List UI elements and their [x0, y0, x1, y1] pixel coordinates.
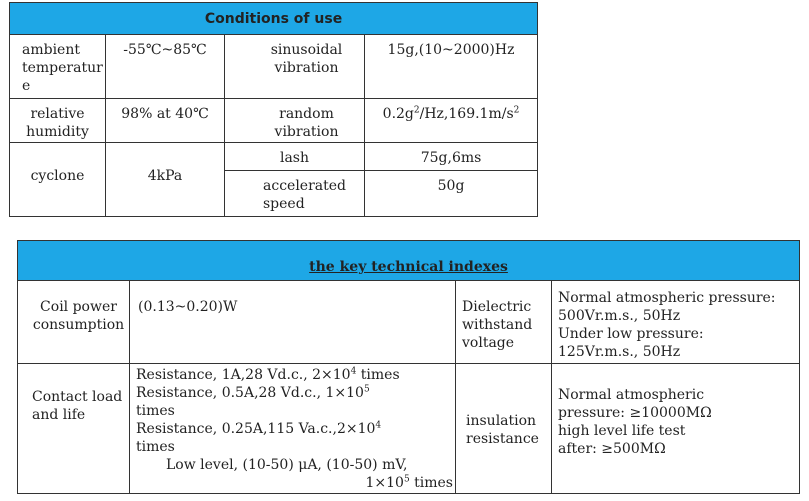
- random-label: random vibration: [225, 99, 365, 143]
- lash-label: lash: [225, 143, 365, 171]
- dielectric-line4: 125Vr.m.s., 50Hz: [558, 344, 681, 360]
- ambient-value: -55℃~85℃: [106, 35, 225, 99]
- accel-label: accelerated speed: [225, 171, 365, 217]
- lash-value: 75g,6ms: [365, 143, 538, 171]
- insulation-label: insulation resistance: [456, 364, 552, 494]
- humidity-value: 98% at 40℃: [106, 99, 225, 143]
- insulation-line4: after: ≥500MΩ: [558, 441, 666, 457]
- humidity-label: relative humidity: [10, 99, 106, 143]
- coil-value: (0.13~0.20)W: [130, 281, 456, 364]
- contact-label: Contact load and life: [18, 364, 130, 494]
- contact-line2b: times: [136, 403, 175, 419]
- insulation-value: [552, 364, 800, 494]
- dielectric-line2: 500Vr.m.s., 50Hz: [558, 308, 681, 324]
- sinusoidal-value: 15g,(10~2000)Hz: [365, 35, 538, 99]
- dielectric-value: [552, 281, 800, 364]
- dielectric-line3: Under low pressure:: [558, 326, 704, 342]
- insulation-line2: pressure: ≥10000MΩ: [558, 405, 712, 421]
- conditions-table: [9, 2, 538, 217]
- coil-label: Coil power consumption: [18, 281, 130, 364]
- dielectric-label: Dielectric withstand voltage: [456, 281, 552, 364]
- accel-value: 50g: [365, 171, 538, 217]
- contact-value: [130, 364, 456, 494]
- ambient-label: ambient temperatur e: [10, 35, 106, 99]
- insulation-line3: high level life test: [558, 423, 686, 439]
- cyclone-label: cyclone: [10, 143, 106, 217]
- contact-line2: Resistance, 0.5A,28 Vd.c., $1\times 10^5$: [136, 384, 370, 401]
- contact-line4b: $1\times 10^5$ times: [365, 474, 453, 491]
- key-title: the key technical indexes: [18, 241, 800, 281]
- sinusoidal-label: sinusoidal vibration: [225, 35, 365, 99]
- dielectric-line1: Normal atmospheric pressure:: [558, 290, 776, 306]
- contact-line3b: times: [136, 439, 175, 455]
- contact-line3: Resistance, 0.25A,115 $Va.c.,2\times 10^4$: [136, 420, 382, 437]
- insulation-line1: Normal atmospheric: [558, 387, 705, 403]
- contact-line1: Resistance, 1A,28 Vd.c., $2\times 10^4$ times: [136, 366, 400, 383]
- contact-line4: Low level, (10-50) μA, (10-50) mV,: [166, 457, 408, 473]
- cyclone-value: 4kPa: [106, 143, 225, 217]
- key-indexes-table: [17, 240, 800, 494]
- random-value: $0.2g^2/Hz,169.1m/s^2$: [365, 99, 538, 143]
- conditions-title: Conditions of use: [10, 3, 538, 35]
